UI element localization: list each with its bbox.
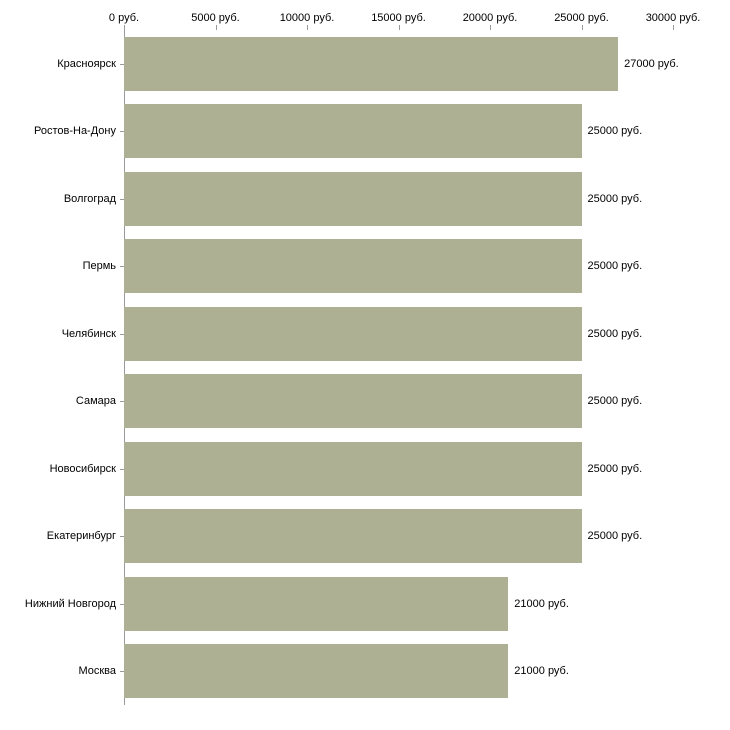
bar[interactable] xyxy=(124,239,582,293)
category-label: Пермь xyxy=(82,260,116,273)
x-tick-mark xyxy=(399,25,400,30)
category-label: Волгоград xyxy=(63,192,116,205)
category-label: Самара xyxy=(75,395,116,408)
x-tick-label: 20000 руб. xyxy=(462,12,518,24)
x-tick-label: 15000 руб. xyxy=(371,12,426,24)
category-label: Челябинск xyxy=(61,327,116,340)
bar[interactable] xyxy=(124,442,582,496)
bar-value-label: 25000 руб. xyxy=(587,395,643,408)
category-label: Ростов-На-Дону xyxy=(33,125,116,138)
bar-value-label: 25000 руб. xyxy=(587,260,643,273)
x-tick-label: 5000 руб. xyxy=(191,12,240,24)
bar-value-label: 25000 руб. xyxy=(587,462,643,475)
category-label: Нижний Новгород xyxy=(24,597,116,610)
category-label: Екатеринбург xyxy=(46,530,116,543)
bar-value-label: 25000 руб. xyxy=(587,327,643,340)
bar[interactable] xyxy=(124,172,582,226)
x-tick-label: 30000 руб. xyxy=(645,12,701,24)
x-tick-label: 10000 руб. xyxy=(279,12,335,24)
bar[interactable] xyxy=(124,307,582,361)
x-tick-mark xyxy=(490,25,491,30)
x-tick-mark xyxy=(673,25,674,30)
bar[interactable] xyxy=(124,104,582,158)
bar-value-label: 21000 руб. xyxy=(514,665,569,678)
bar[interactable] xyxy=(124,644,508,698)
x-tick-label: 0 руб. xyxy=(108,12,140,24)
category-label: Красноярск xyxy=(57,57,116,70)
category-label: Новосибирск xyxy=(49,462,116,475)
category-label: Москва xyxy=(78,665,116,678)
bar[interactable] xyxy=(124,577,508,631)
bar-value-label: 21000 руб. xyxy=(514,597,569,610)
x-tick-label: 25000 руб. xyxy=(554,12,609,24)
bar-value-label: 25000 руб. xyxy=(587,530,643,543)
bar[interactable] xyxy=(124,37,618,91)
x-tick-mark xyxy=(307,25,308,30)
x-tick-mark xyxy=(582,25,583,30)
bar[interactable] xyxy=(124,509,582,563)
bar-value-label: 25000 руб. xyxy=(587,192,643,205)
bar-value-label: 27000 руб. xyxy=(624,57,679,70)
bar-value-label: 25000 руб. xyxy=(587,125,643,138)
x-tick-mark xyxy=(216,25,217,30)
bar[interactable] xyxy=(124,374,582,428)
